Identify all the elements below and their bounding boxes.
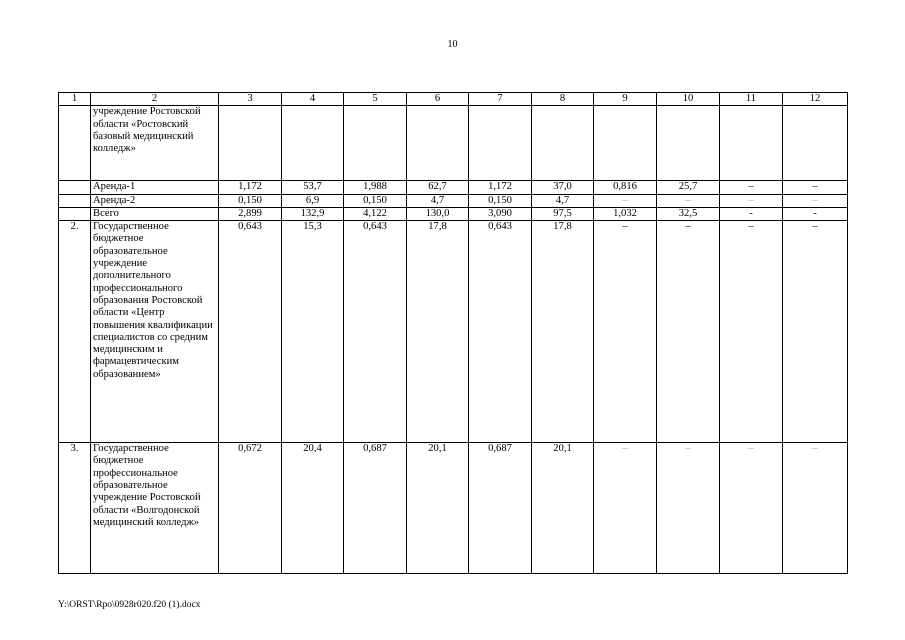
table-cell: 0,687 <box>469 443 532 574</box>
table-cell: 15,3 <box>282 221 344 443</box>
table-cell: 0,643 <box>344 221 407 443</box>
table-cell: 53,7 <box>282 181 344 194</box>
table-row <box>59 207 848 220</box>
table-cell <box>344 106 407 181</box>
table-cell: 20,1 <box>407 443 469 574</box>
table-cell: 20,4 <box>282 443 344 574</box>
table-cell: – <box>720 443 783 574</box>
table-cell: 130,0 <box>407 207 469 220</box>
table-cell: 1,032 <box>594 207 657 220</box>
row-number <box>59 181 91 194</box>
row-label: Всего <box>91 207 219 220</box>
data-table <box>58 92 848 574</box>
table-cell: 0,672 <box>219 443 282 574</box>
organization-name: Государственное бюджетное образовательное учреждение дополнительного профессионального образования Ростовской области «Центр повышения квалификации специалистов со средним медицинским и фармацевтическим образованием» <box>91 221 219 443</box>
table-cell <box>407 106 469 181</box>
table-cell: 2,899 <box>219 207 282 220</box>
table-cell: - <box>783 207 848 220</box>
table-cell: – <box>720 194 783 207</box>
table-cell: – <box>594 221 657 443</box>
row-label: Аренда-2 <box>91 194 219 207</box>
table-cell: 0,150 <box>219 194 282 207</box>
table-cell: 0,643 <box>219 221 282 443</box>
table-row <box>59 181 848 194</box>
table-cell: – <box>783 181 848 194</box>
table-cell: – <box>657 221 720 443</box>
table-cell: 132,9 <box>282 207 344 220</box>
column-header: 11 <box>720 93 783 106</box>
table-cell: – <box>720 221 783 443</box>
table-cell: 3,090 <box>469 207 532 220</box>
table-cell: 0,150 <box>469 194 532 207</box>
table-cell: 32,5 <box>657 207 720 220</box>
table-cell <box>783 106 848 181</box>
table-cell: 97,5 <box>532 207 594 220</box>
table-cell: – <box>783 443 848 574</box>
table-cell <box>594 106 657 181</box>
table-cell: 4,7 <box>407 194 469 207</box>
column-header: 9 <box>594 93 657 106</box>
table-header-row <box>59 93 848 106</box>
table-cell: – <box>657 194 720 207</box>
table-cell: 4,122 <box>344 207 407 220</box>
column-header: 8 <box>532 93 594 106</box>
column-header: 3 <box>219 93 282 106</box>
table-cell <box>282 106 344 181</box>
table-cell: 37,0 <box>532 181 594 194</box>
table-cell <box>469 106 532 181</box>
table-cell: 20,1 <box>532 443 594 574</box>
table-cell <box>219 106 282 181</box>
table-cell: – <box>720 181 783 194</box>
organization-name: учреждение Ростовской области «Ростовский базовый медицинский колледж» <box>91 106 219 181</box>
table-cell <box>532 106 594 181</box>
table-cell: 0,687 <box>344 443 407 574</box>
table-cell: 0,150 <box>344 194 407 207</box>
column-header: 5 <box>344 93 407 106</box>
row-number <box>59 106 91 181</box>
table-cell <box>720 106 783 181</box>
table-row <box>59 106 848 181</box>
table-cell: 4,7 <box>532 194 594 207</box>
column-header: 2 <box>91 93 219 106</box>
file-path-footer: Y:\ORST\Rpo\0928r020.f20 (1).docx <box>58 600 201 610</box>
table-cell: 6,9 <box>282 194 344 207</box>
table-cell <box>657 106 720 181</box>
table-row <box>59 443 848 574</box>
column-header: 7 <box>469 93 532 106</box>
table-cell: – <box>783 221 848 443</box>
table-cell: – <box>657 443 720 574</box>
column-header: 4 <box>282 93 344 106</box>
column-header: 6 <box>407 93 469 106</box>
row-label: Аренда-1 <box>91 181 219 194</box>
table-cell: 25,7 <box>657 181 720 194</box>
column-header: 1 <box>59 93 91 106</box>
table-cell: – <box>594 194 657 207</box>
table-cell: 62,7 <box>407 181 469 194</box>
row-number <box>59 207 91 220</box>
table-cell: 17,8 <box>407 221 469 443</box>
table-cell: 0,816 <box>594 181 657 194</box>
table-cell: - <box>720 207 783 220</box>
table-cell: – <box>594 443 657 574</box>
table-cell: 1,172 <box>469 181 532 194</box>
column-header: 10 <box>657 93 720 106</box>
table-row <box>59 194 848 207</box>
table-cell: 1,988 <box>344 181 407 194</box>
table-cell: – <box>783 194 848 207</box>
row-number: 3. <box>59 443 91 574</box>
table-cell: 1,172 <box>219 181 282 194</box>
column-header: 12 <box>783 93 848 106</box>
table-row <box>59 221 848 443</box>
table-cell: 0,643 <box>469 221 532 443</box>
row-number <box>59 194 91 207</box>
organization-name: Государственное бюджетное профессиональное образовательное учреждение Ростовской области «Волгодонской медицинский колледж» <box>91 443 219 574</box>
table-cell: 17,8 <box>532 221 594 443</box>
page-number: 10 <box>447 39 458 50</box>
row-number: 2. <box>59 221 91 443</box>
